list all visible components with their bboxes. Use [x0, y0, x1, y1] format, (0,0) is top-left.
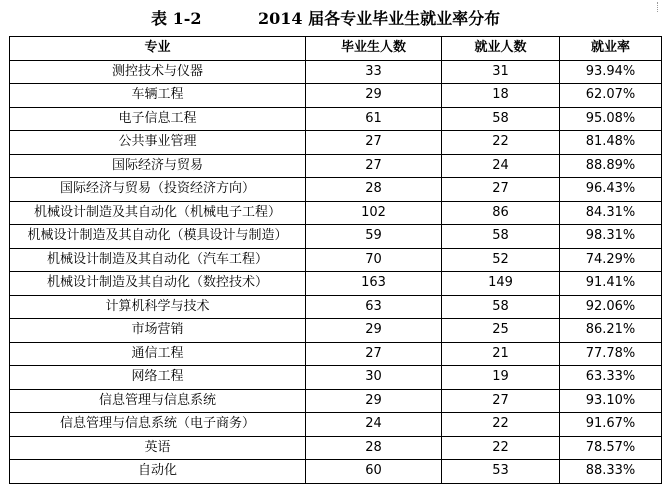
cell-major: 英语	[10, 436, 306, 460]
cell-graduates: 70	[306, 248, 442, 272]
table-row	[10, 60, 662, 84]
cell-graduates: 28	[306, 436, 442, 460]
cell-employment-rate: 78.57%	[560, 436, 662, 460]
cell-employment-rate: 84.31%	[560, 201, 662, 225]
cell-employment-rate: 74.29%	[560, 248, 662, 272]
table-row	[10, 272, 662, 296]
employment-rate-table	[9, 36, 662, 484]
table-row	[10, 178, 662, 202]
cell-employment-rate: 91.67%	[560, 413, 662, 437]
cell-employment-rate: 86.21%	[560, 319, 662, 343]
cell-major: 信息管理与信息系统	[10, 389, 306, 413]
cell-graduates: 102	[306, 201, 442, 225]
cell-graduates: 28	[306, 178, 442, 202]
table-row	[10, 436, 662, 460]
cell-employed: 21	[442, 342, 560, 366]
table-row	[10, 225, 662, 249]
cell-employed: 58	[442, 295, 560, 319]
cell-employed: 22	[442, 436, 560, 460]
cell-major: 国际经济与贸易	[10, 154, 306, 178]
cell-major: 测控技术与仪器	[10, 60, 306, 84]
table-row	[10, 131, 662, 155]
cell-employment-rate: 95.08%	[560, 107, 662, 131]
cell-employment-rate: 88.89%	[560, 154, 662, 178]
cell-major: 电子信息工程	[10, 107, 306, 131]
cell-graduates: 59	[306, 225, 442, 249]
cell-major: 机械设计制造及其自动化（汽车工程）	[10, 248, 306, 272]
table-body	[10, 60, 662, 483]
cell-employed: 27	[442, 389, 560, 413]
table-row	[10, 460, 662, 484]
table-row	[10, 248, 662, 272]
cell-graduates: 24	[306, 413, 442, 437]
cell-employment-rate: 96.43%	[560, 178, 662, 202]
cell-employment-rate: 62.07%	[560, 84, 662, 108]
cell-major: 机械设计制造及其自动化（机械电子工程）	[10, 201, 306, 225]
cell-major: 机械设计制造及其自动化（数控技术）	[10, 272, 306, 296]
cell-graduates: 60	[306, 460, 442, 484]
cell-employed: 31	[442, 60, 560, 84]
cell-major: 信息管理与信息系统（电子商务）	[10, 413, 306, 437]
cell-employed: 19	[442, 366, 560, 390]
cell-employed: 24	[442, 154, 560, 178]
table-caption	[0, 0, 663, 36]
cell-major: 机械设计制造及其自动化（模具设计与制造）	[10, 225, 306, 249]
cell-graduates: 27	[306, 154, 442, 178]
cell-employed: 58	[442, 225, 560, 249]
table-row	[10, 319, 662, 343]
cell-major: 车辆工程	[10, 84, 306, 108]
cell-employment-rate: 93.10%	[560, 389, 662, 413]
table-row	[10, 201, 662, 225]
table-header-row	[10, 37, 662, 61]
cell-graduates: 27	[306, 342, 442, 366]
cell-graduates: 27	[306, 131, 442, 155]
cell-major: 自动化	[10, 460, 306, 484]
table-row	[10, 154, 662, 178]
cell-employed: 149	[442, 272, 560, 296]
cell-graduates: 63	[306, 295, 442, 319]
header-employed: 就业人数	[442, 37, 560, 61]
cell-employed: 86	[442, 201, 560, 225]
cell-employed: 53	[442, 460, 560, 484]
cell-employed: 22	[442, 131, 560, 155]
cell-employed: 25	[442, 319, 560, 343]
cell-employment-rate: 77.78%	[560, 342, 662, 366]
table-row	[10, 295, 662, 319]
table-row	[10, 413, 662, 437]
cell-employed: 22	[442, 413, 560, 437]
header-major: 专业	[10, 37, 306, 61]
cell-employed: 52	[442, 248, 560, 272]
cell-graduates: 33	[306, 60, 442, 84]
cell-employed: 27	[442, 178, 560, 202]
cell-major: 市场营销	[10, 319, 306, 343]
cell-employment-rate: 91.41%	[560, 272, 662, 296]
cell-graduates: 30	[306, 366, 442, 390]
cell-employment-rate: 88.33%	[560, 460, 662, 484]
header-graduates: 毕业生人数	[306, 37, 442, 61]
cell-employment-rate: 63.33%	[560, 366, 662, 390]
cell-employment-rate: 81.48%	[560, 131, 662, 155]
cell-graduates: 29	[306, 389, 442, 413]
table-number: 表 1-2	[151, 9, 202, 28]
cell-employment-rate: 93.94%	[560, 60, 662, 84]
cell-major: 通信工程	[10, 342, 306, 366]
cell-major: 计算机科学与技术	[10, 295, 306, 319]
page-margin-marker	[657, 2, 659, 12]
cell-major: 公共事业管理	[10, 131, 306, 155]
table-row	[10, 389, 662, 413]
cell-employed: 58	[442, 107, 560, 131]
cell-employment-rate: 92.06%	[560, 295, 662, 319]
table-row	[10, 107, 662, 131]
cell-employed: 18	[442, 84, 560, 108]
table-title: 2014 届各专业毕业生就业率分布	[258, 9, 501, 28]
cell-graduates: 29	[306, 319, 442, 343]
cell-major: 网络工程	[10, 366, 306, 390]
table-row	[10, 84, 662, 108]
cell-major: 国际经济与贸易（投资经济方向）	[10, 178, 306, 202]
table-row	[10, 366, 662, 390]
table-row	[10, 342, 662, 366]
header-employment-rate: 就业率	[560, 37, 662, 61]
cell-graduates: 61	[306, 107, 442, 131]
cell-graduates: 163	[306, 272, 442, 296]
cell-graduates: 29	[306, 84, 442, 108]
cell-employment-rate: 98.31%	[560, 225, 662, 249]
